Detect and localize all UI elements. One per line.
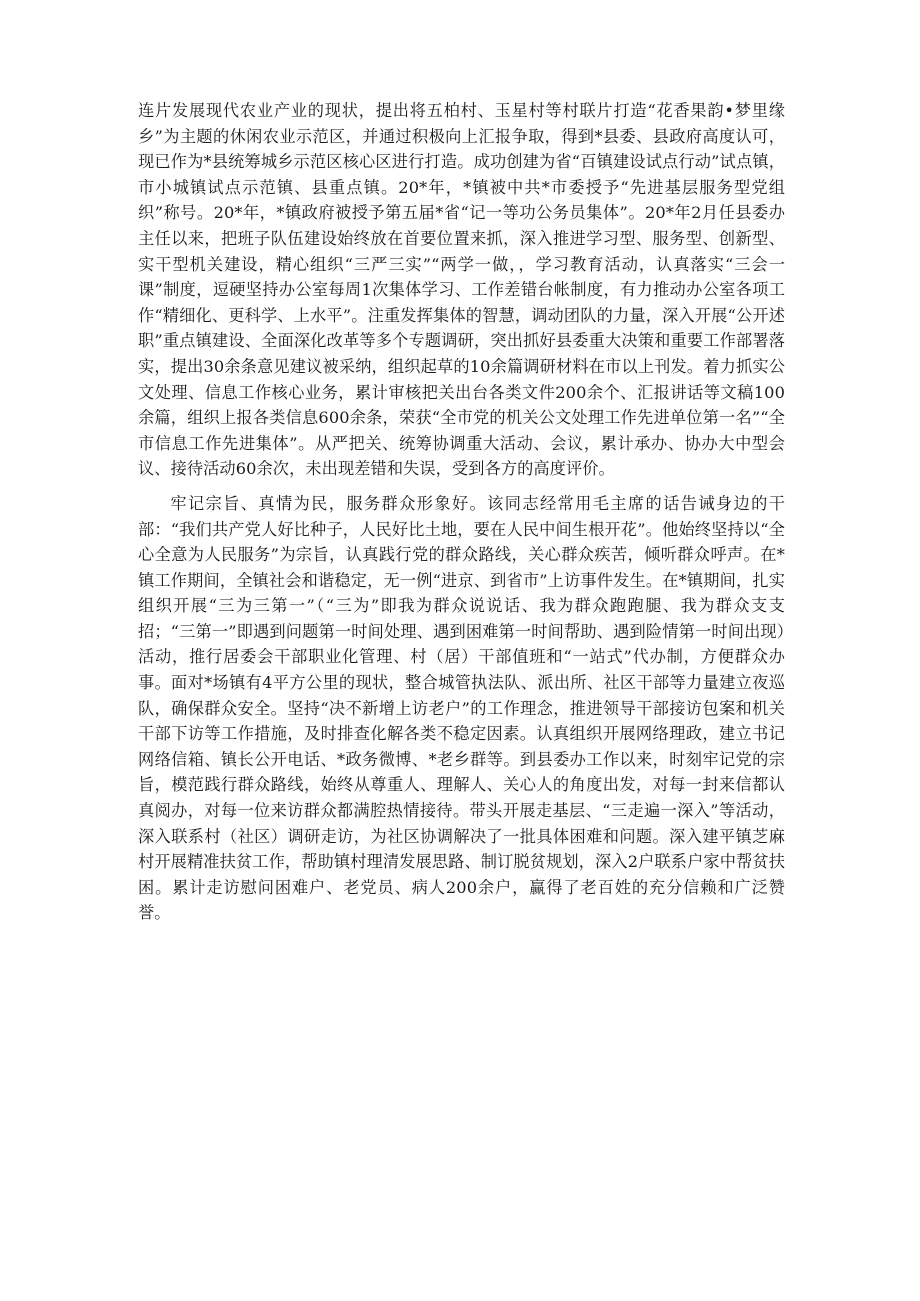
paragraph-2: 牢记宗旨、真情为民，服务群众形象好。该同志经常用毛主席的话告诫身边的干部：“我们共产党人好比种子，人民好比土地，要在人民中间生根开花”。他始终坚持以“全心全意为人民服务”为宗旨，认真践行党的群众路线，关心群众疾苦，倾听群众呼声。在*镇工作期间，全镇社会和谐稳定，无一例“进京、到省市”上访事件发生。在*镇期间，扎实组织开展“三为三第一”（“三为”即我为群众说说话、我为群众跑跑腿、我为群众支支招；“三第一”即遇到问题第一时间处理、遇到困难第一时间帮助、遇到险情第一时间出现）活动，推行居委会干部职业化管理、村（居）干部值班和“一站式”代办制，方便群众办事。面对*场镇有4平方公里的现状，整合城管执法队、派出所、社区干部等力量建立夜巡队，确保群众安全。坚持“决不新增上访老户”的工作理念，推进领导干部接访包案和机关干部下访等工作措施，及时排查化解各类不稳定因素。认真组织开展网络理政，建立书记网络信箱、镇长公开电话、*政务微博、*老乡群等。到县委办工作以来，时刻牢记党的宗旨，模范践行群众路线，始终从尊重人、理解人、关心人的角度出发，对每一封来信都认真阅办，对每一位来访群众都满腔热情接待。带头开展走基层、“三走遍一深入”等活动，深入联系村（社区）调研走访，为社区协调解决了一批具体困难和问题。深入建平镇芝麻村开展精准扶贫工作，帮助镇村理清发展思路、制订脱贫规划，深入2户联系户家中帮贫扶困。累计走访慰问困难户、老党员、病人200余户，赢得了老百姓的充分信赖和广泛赞誉。 (138, 493, 785, 923)
paragraph-1: 连片发展现代农业产业的现状，提出将五柏村、玉星村等村联片打造“花香果韵•梦里缘乡”为主题的休闲农业示范区，并通过积极向上汇报争取，得到*县委、县政府高度认可，现已作为*县统筹城乡示范区核心区进行打造。成功创建为省“百镇建设试点行动”试点镇，市小城镇试点示范镇、县重点镇。20*年，*镇被中共*市委授予“先进基层服务型党组织”称号。20*年，*镇政府被授予第五届*省“记一等功公务员集体”。20*年2月任县委办主任以来，把班子队伍建设始终放在首要位置来抓，深入推进学习型、服务型、创新型、实干型机关建设，精心组织“三严三实”“两学一做，，学习教育活动，认真落实“三会一课”制度，逗硬坚持办公室每周1次集体学习、工作差错台帐制度，有力推动办公室各项工作“精细化、更科学、上水平”。注重发挥集体的智慧，调动团队的力量，深入开展“公开述职”重点镇建设、全面深化改革等多个专题调研，突出抓好县委重大决策和重要工作部署落实，提出30余条意见建议被采纳，组织起草的10余篇调研材料在市以上刊发。着力抓实公文处理、信息工作核心业务，累计审核把关出台各类文件200余个、汇报讲话等文稿100余篇，组织上报各类信息600余条，荣获“全市党的机关公文处理工作先进单位第一名”“全市信息工作先进集体”。从严把关、统筹协调重大活动、会议，累计承办、协办大中型会议、接待活动60余次，未出现差错和失误，受到各方的高度评价。 (138, 101, 785, 479)
document-body (138, 98, 785, 926)
